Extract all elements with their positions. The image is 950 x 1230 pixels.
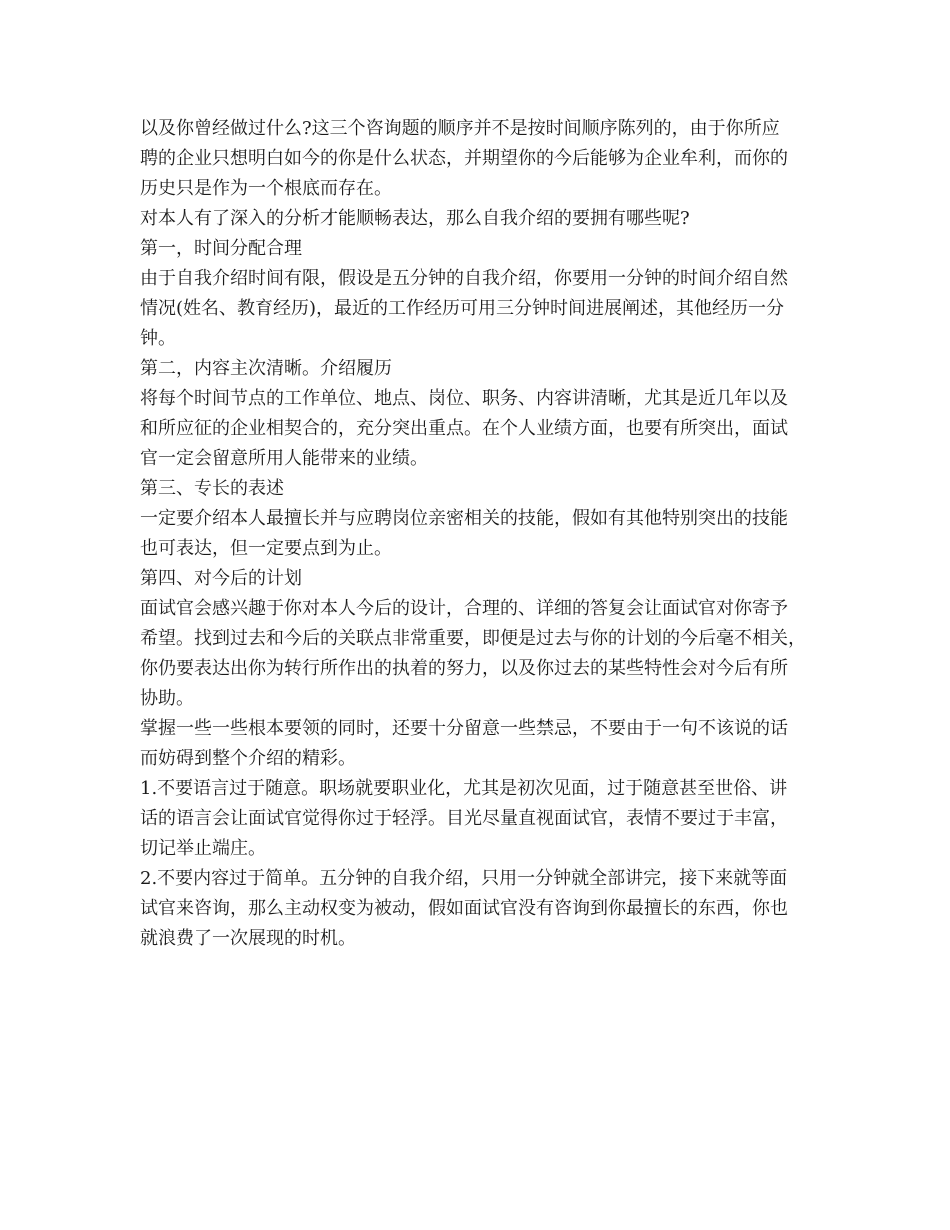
paragraph-future-plan [140, 594, 820, 714]
paragraph-intro-continuation [140, 114, 820, 204]
text-line: 切记举止端庄。 [140, 838, 266, 859]
section-heading-time-allocation [140, 234, 820, 264]
text-line: 你仍要表达出你为转行所作出的执着的努力，以及你过去的某些特性会对今后有所 [140, 658, 788, 679]
text-line: 希望。找到过去和今后的关联点非常重要，即便是过去与你的计划的今后毫不相关， [140, 628, 806, 649]
text-line: 2.不要内容过于简单。五分钟的自我介绍，只用一分钟就全部讲完，接下来就等面 [140, 868, 788, 889]
text-line: 一定要介绍本人最擅长并与应聘岗位亲密相关的技能，假如有其他特别突出的技能 [140, 508, 788, 529]
text-line: 钟。 [140, 328, 176, 349]
paragraph-expertise [140, 504, 820, 564]
text-line: 面试官会感兴趣于你对本人今后的设计，合理的、详细的答复会让面试官对你寄予 [140, 598, 788, 619]
paragraph-question [140, 204, 820, 234]
text-line: 官一定会留意所用人能带来的业绩。 [140, 448, 428, 469]
paragraph-content-priority [140, 384, 820, 474]
text-line: 由于自我介绍时间有限，假设是五分钟的自我介绍，你要用一分钟的时间介绍自然 [140, 268, 788, 289]
list-item-taboo-1 [140, 774, 820, 864]
text-line: 情况(姓名、教育经历)，最近的工作经历可用三分钟时间进展阐述，其他经历一分 [140, 298, 785, 319]
text-line: 第一，时间分配合理 [140, 238, 302, 259]
text-line: 聘的企业只想明白如今的你是什么状态，并期望你的今后能够为企业牟利，而你的 [140, 148, 788, 169]
text-line: 第三、专长的表述 [140, 478, 284, 499]
text-line: 第四、对今后的计划 [140, 568, 302, 589]
paragraph-taboos-intro [140, 714, 820, 774]
text-line: 也可表达，但一定要点到为止。 [140, 538, 392, 559]
text-line: 协助。 [140, 688, 194, 709]
text-line: 1.不要语言过于随意。职场就要职业化，尤其是初次见面，过于随意甚至世俗、讲 [140, 778, 788, 799]
text-line: 话的语言会让面试官觉得你过于轻浮。目光尽量直视面试官，表情不要过于丰富， [140, 808, 788, 829]
document-body [140, 114, 820, 954]
text-line: 试官来咨询，那么主动权变为被动，假如面试官没有咨询到你最擅长的东西，你也 [140, 898, 788, 919]
section-heading-expertise [140, 474, 820, 504]
text-line: 就浪费了一次展现的时机。 [140, 928, 356, 949]
section-heading-future-plan [140, 564, 820, 594]
text-line: 掌握一些一些根本要领的同时，还要十分留意一些禁忌，不要由于一句不该说的话 [140, 718, 788, 739]
paragraph-time-allocation [140, 264, 820, 354]
text-line: 而妨碍到整个介绍的精彩。 [140, 748, 356, 769]
list-item-taboo-2 [140, 864, 820, 954]
text-line: 第二，内容主次清晰。介绍履历 [140, 358, 392, 379]
text-line: 和所应征的企业相契合的，充分突出重点。在个人业绩方面，也要有所突出，面试 [140, 418, 788, 439]
text-line: 对本人有了深入的分析才能顺畅表达，那么自我介绍的要拥有哪些呢? [140, 208, 690, 229]
text-line: 历史只是作为一个根底而存在。 [140, 178, 392, 199]
text-line: 以及你曾经做过什么?这三个咨询题的顺序并不是按时间顺序陈列的，由于你所应 [140, 118, 780, 139]
section-heading-content-priority [140, 354, 820, 384]
text-line: 将每个时间节点的工作单位、地点、岗位、职务、内容讲清晰，尤其是近几年以及 [140, 388, 788, 409]
